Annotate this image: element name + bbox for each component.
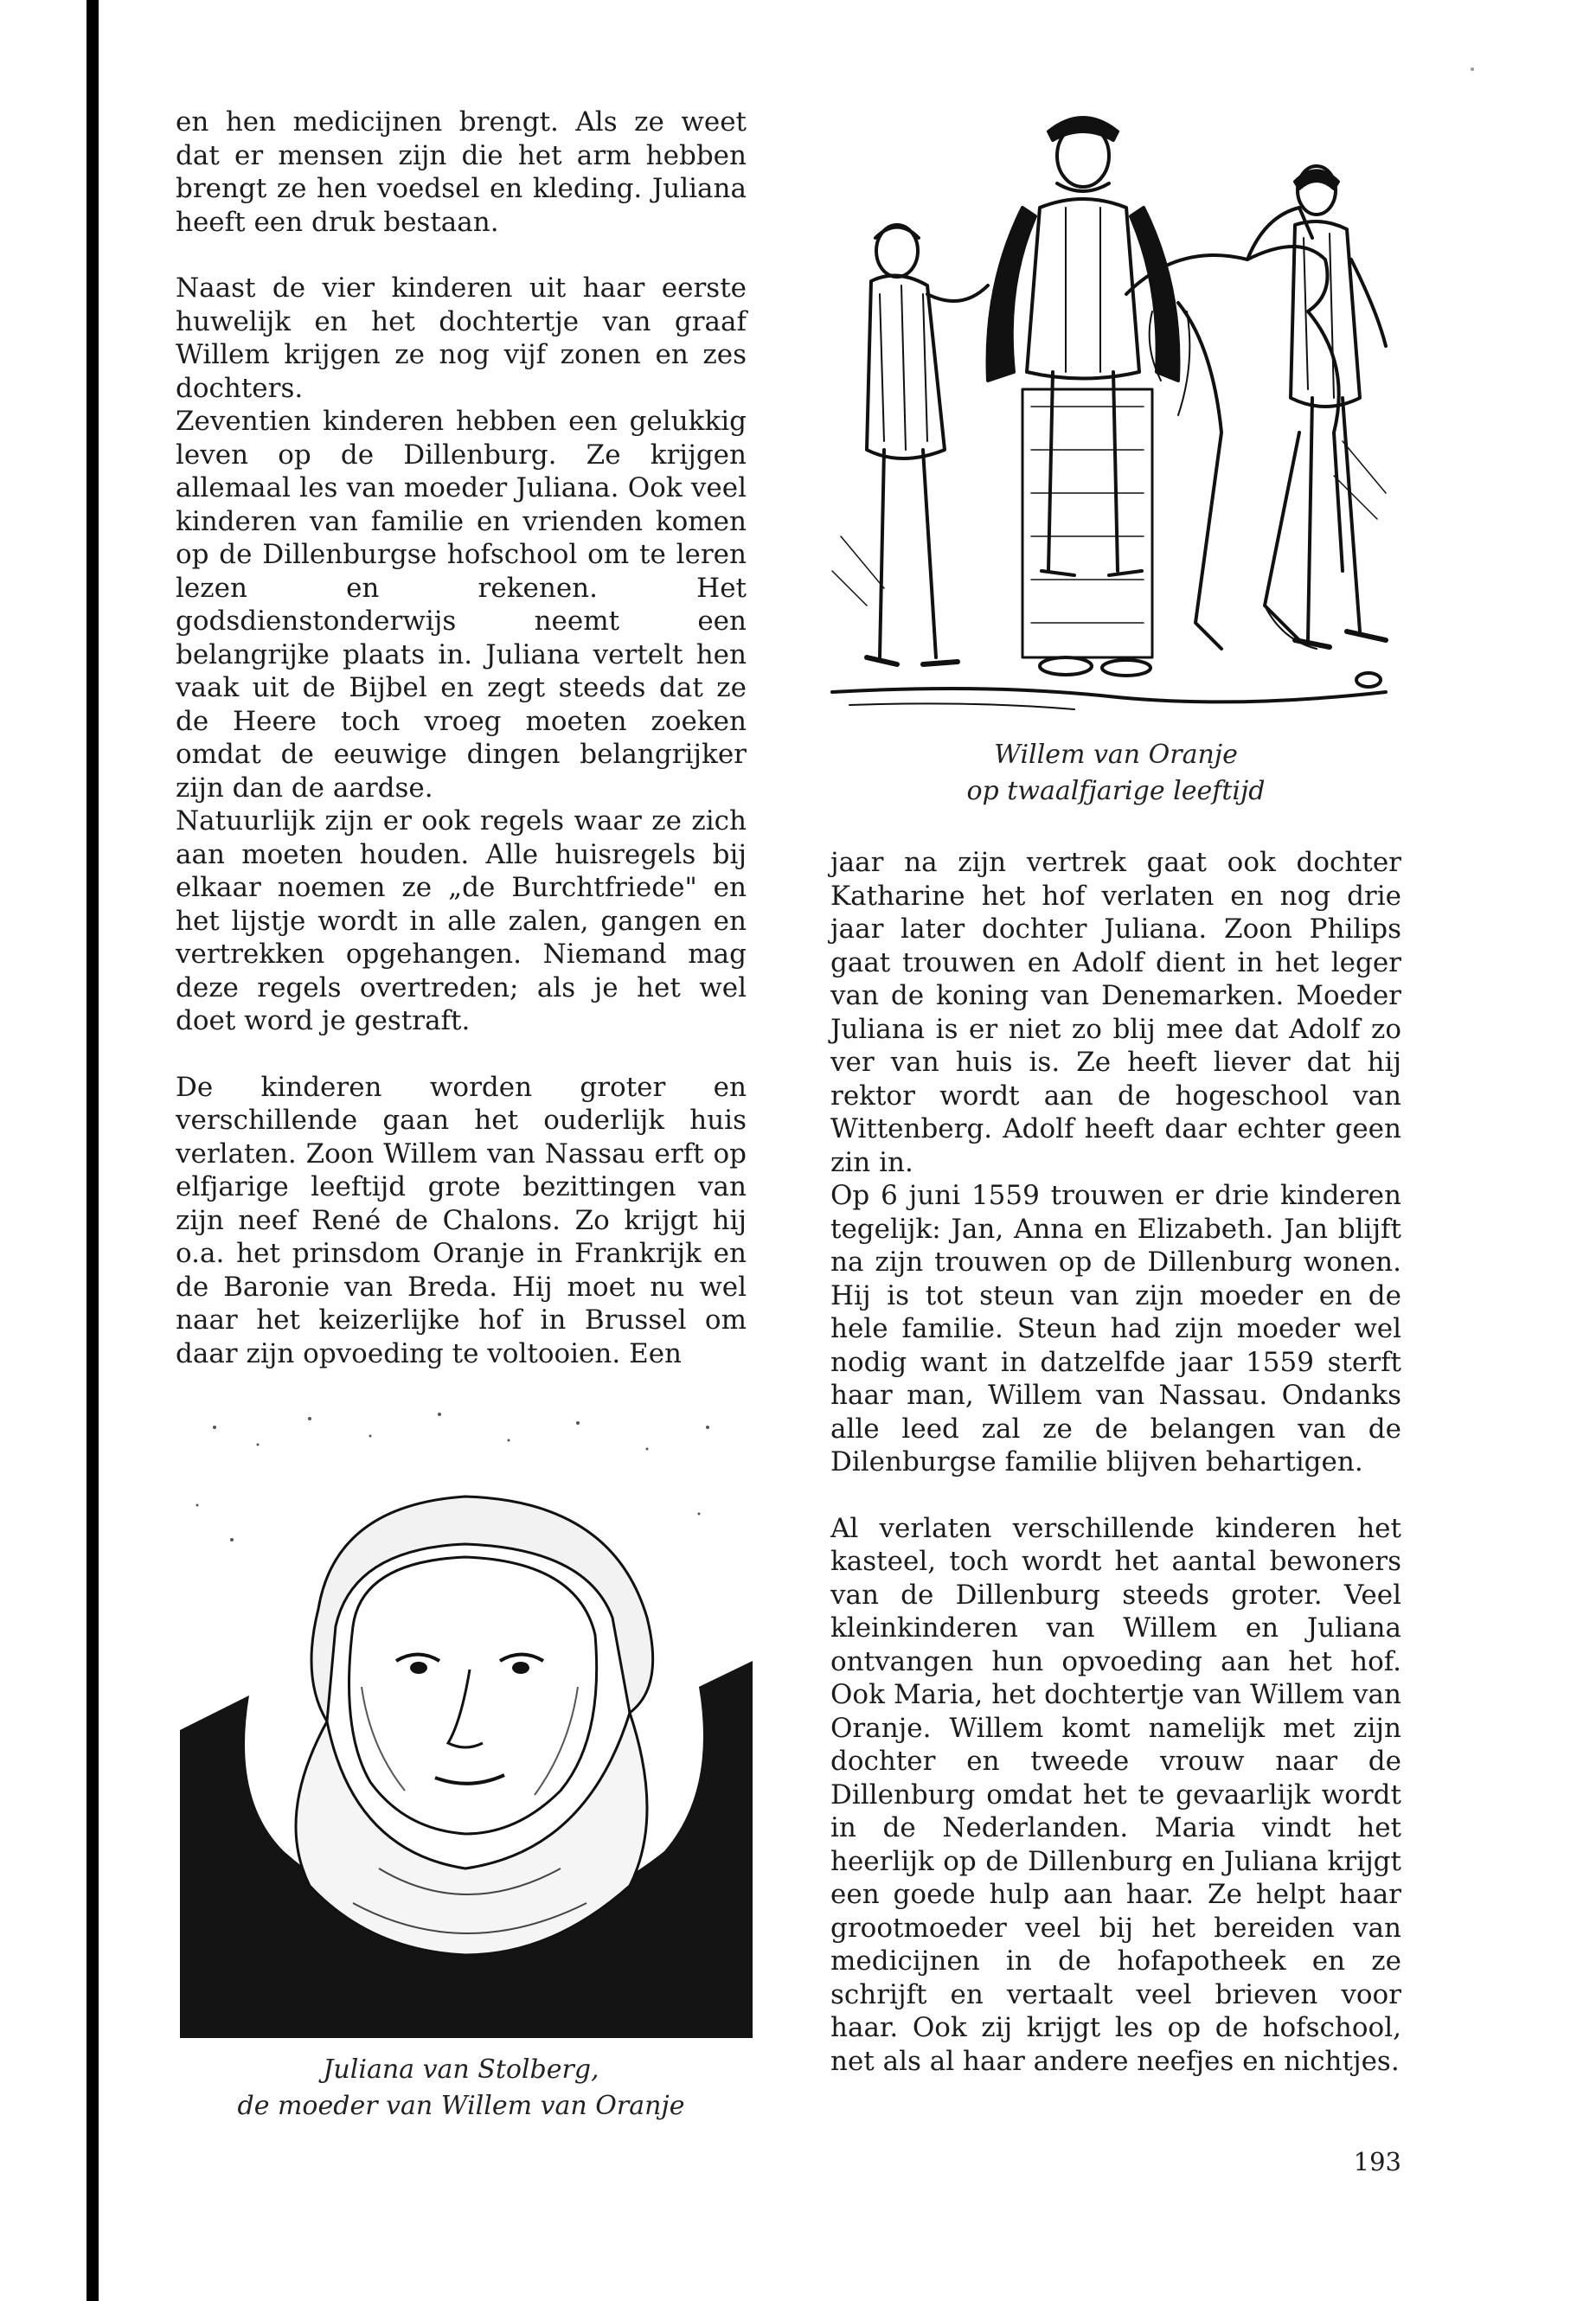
left-paragraph-5: De kinderen worden groter en verschillende gaan het ouderlijk huis verlaten. Zoon Willem van Nassau erft op elfjarige leeftijd grote bezittingen van zijn neef René de Chalons. Zo krijgt hij o.a. het prinsdom Oranje in Frankrijk en de Baronie van Breda. Hij moet nu wel naar het keizerlijke hof in Brussel om daar zijn opvoeding te voltooien. Een bbox=[176, 1071, 747, 1369]
willem-engraving-illustration bbox=[815, 87, 1396, 727]
right-paragraph-1: jaar na zijn vertrek gaat ook dochter Katharine het hof verlaten en nog drie jaar later dochter Juliana. Zoon Philips gaat trouwen en Adolf dient in het leger van de koning van Denemarken. Moeder Juliana is er niet zo blij mee dat Adolf zo ver van huis is. Ze heeft liever dat hij rektor wordt aan de hogeschool van Wittenberg. Adolf heeft daar echter geen zin in. bbox=[830, 847, 1401, 1178]
top-figure-caption bbox=[830, 737, 1401, 810]
right-paragraph-3: Al verlaten verschillende kinderen het kasteel, toch wordt het aantal bewoners van de Dillenburg steeds groter. Veel kleinkinderen van Willem en Juliana ontvangen hun opvoeding aan het hof. Ook Maria, het dochtertje van Willem van Oranje. Willem komt namelijk met zijn dochter en tweede vrouw naar de Dillenburg omdat het te gevaarlijk wordt in de Nederlanden. Maria vindt het heerlijk op de Dillenburg en Juliana krijgt een goede hulp aan haar. Ze helpt haar grootmoeder veel bij het bereiden van medicijnen in de hofapotheek en ze schrijft en vertaalt veel brieven voor haar. Ook zij krijgt les op de hofschool, net als al haar andere neefjes en nichtjes. bbox=[830, 1512, 1401, 2077]
bottom-figure-caption bbox=[176, 2052, 747, 2125]
page-number: 193 bbox=[1353, 2147, 1401, 2176]
bottom-caption-line-2: de moeder van Willem van Oranje bbox=[237, 2091, 685, 2121]
right-text-column bbox=[830, 846, 1401, 2078]
left-paragraph-3: Zeventien kinderen hebben een gelukkig leven op de Dillenburg. Ze krijgen allemaal les van moeder Juliana. Ook veel kinderen van familie en vrienden komen op de Dillenburgse hofschool om te leren lezen en rekenen. Het godsdienstonderwijs neemt een belangrijke plaats in. Juliana vertelt hen vaak uit de Bijbel en zegt steeds dat ze de Heere toch vroeg moeten zoeken omdat de eeuwige dingen belangrijker zijn dan de aardse. bbox=[176, 406, 747, 804]
top-caption-line-2: op twaalfjarige leeftijd bbox=[966, 776, 1266, 806]
left-paragraph-1: en hen medicijnen brengt. Als ze weet dat er mensen zijn die het arm hebben brengt ze hen voedsel en kleding. Juliana heeft een druk bestaan. bbox=[176, 106, 747, 238]
left-text-column bbox=[176, 106, 747, 1370]
left-paragraph-2: Naast de vier kinderen uit haar eerste huwelijk en het dochtertje van graaf Willem krijgen ze nog vijf zonen en zes dochters. bbox=[176, 272, 747, 404]
top-caption-line-1: Willem van Oranje bbox=[994, 740, 1238, 770]
juliana-portrait-illustration bbox=[180, 1401, 753, 2038]
right-paragraph-2: Op 6 juni 1559 trouwen er drie kinderen tegelijk: Jan, Anna en Elizabeth. Jan blijft na zijn trouwen op de Dillenburg wonen. Hij is tot steun van zijn moeder en de hele familie. Steun had zijn moeder wel nodig want in datzelfde jaar 1559 sterft haar man, Willem van Nassau. Ondanks alle leed zal ze de belangen van de Dilenburgse familie blijven behartigen. bbox=[830, 1180, 1401, 1477]
scan-edge-bar bbox=[87, 0, 99, 2301]
bottom-caption-line-1: Juliana van Stolberg, bbox=[323, 2054, 599, 2085]
margin-speck bbox=[1471, 67, 1474, 71]
left-paragraph-4: Natuurlijk zijn er ook regels waar ze zich aan moeten houden. Alle huisregels bij elkaar noemen ze „de Burchtfriede" en het lijstje wordt in alle zalen, gangen en vertrekken opgehangen. Niemand mag deze regels overtreden; als je het wel doet word je gestraft. bbox=[176, 805, 747, 1036]
